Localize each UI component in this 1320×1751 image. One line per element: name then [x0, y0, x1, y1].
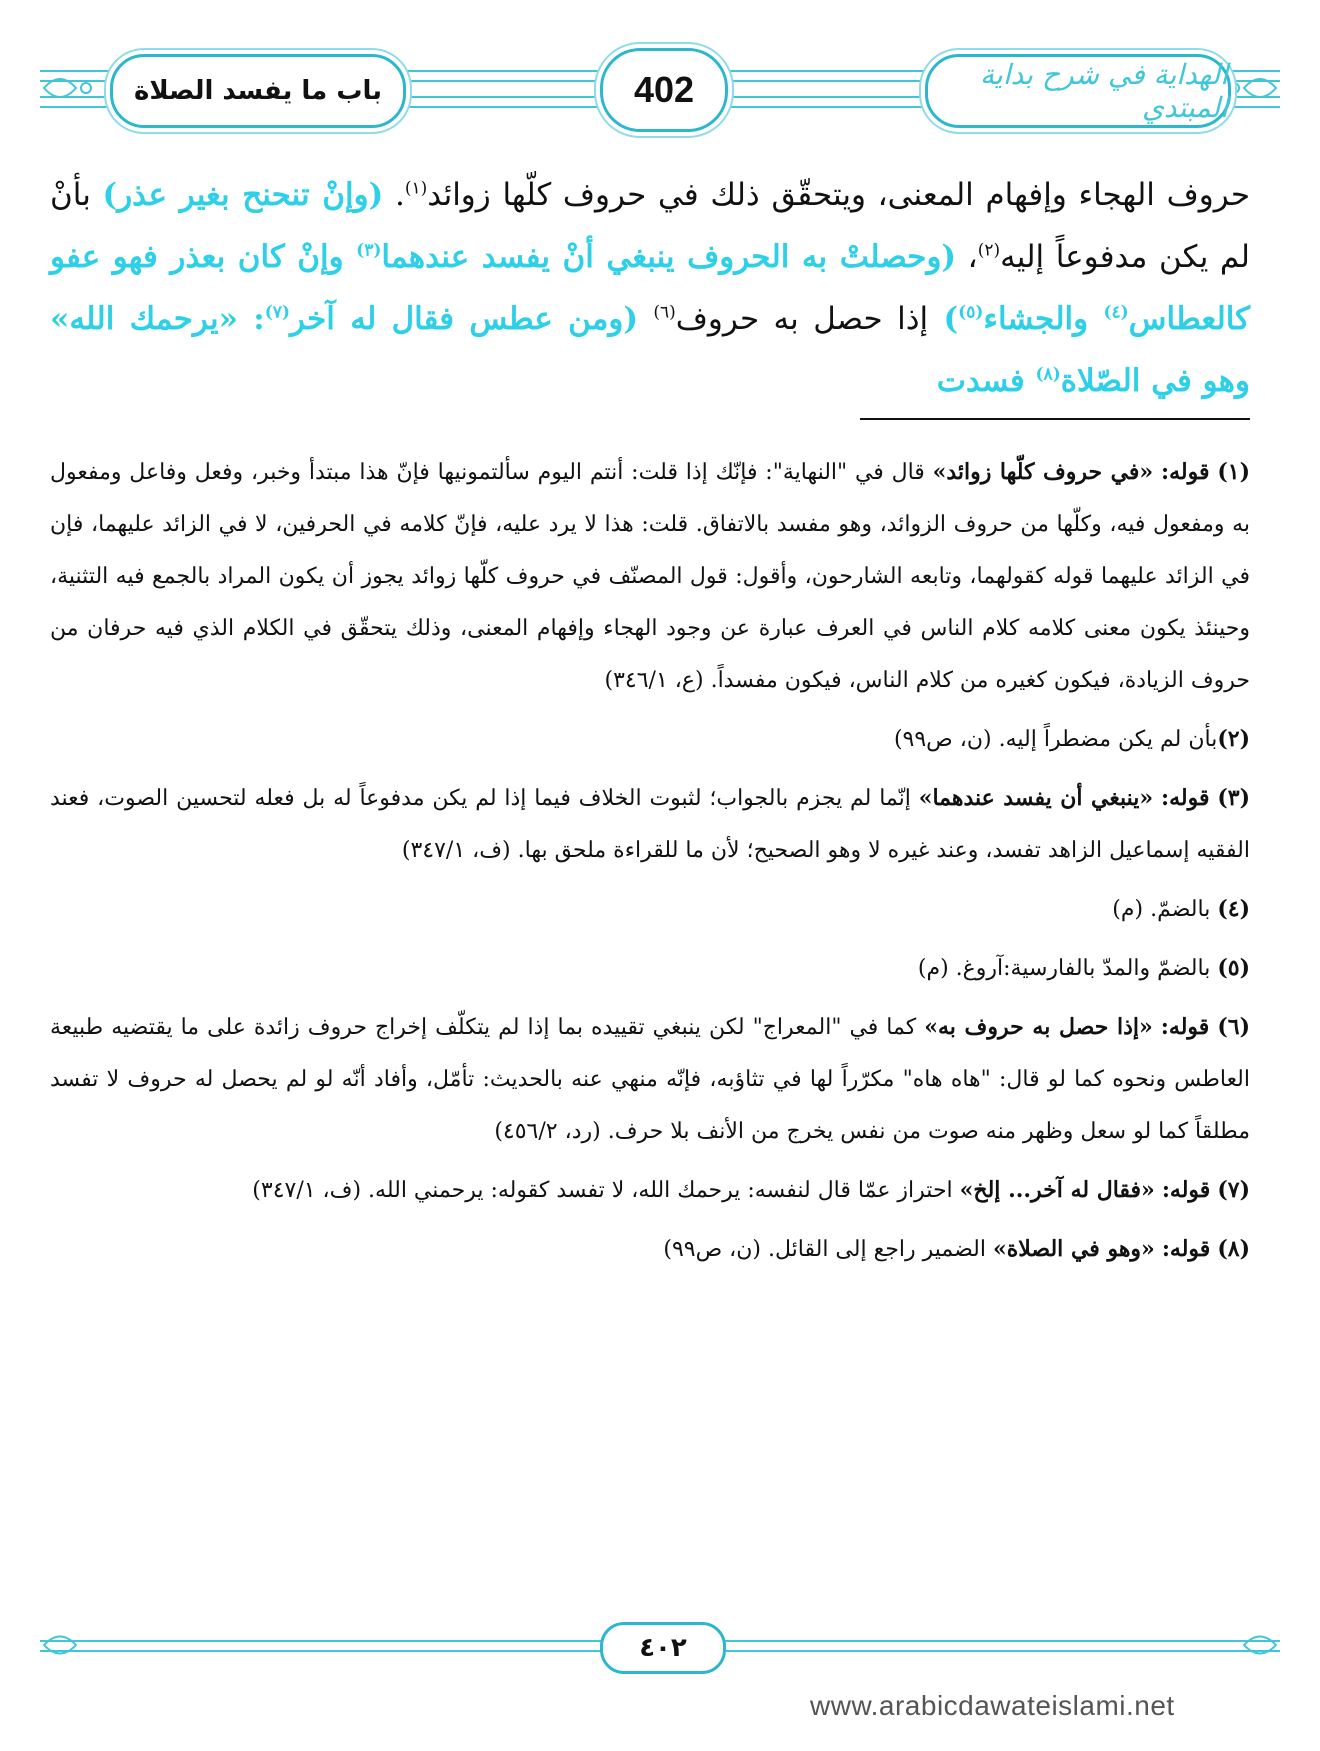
ornament-left-icon — [40, 1624, 100, 1666]
footnote-ref: (١) — [404, 178, 428, 199]
footer-page-number-box — [600, 1622, 726, 1674]
footnote-ref: (٧) — [264, 302, 290, 323]
page-header — [40, 40, 1280, 130]
main-text-segment: حروف الهجاء وإفهام المعنى، ويتحقّق ذلك في حروف كلّها زوائد — [427, 177, 1250, 213]
page-footer — [40, 1620, 1280, 1670]
footnote-ref: (٥) — [958, 302, 984, 323]
matn-highlight: والجشاء — [983, 301, 1104, 337]
main-text: حروف الهجاء وإفهام المعنى، ويتحقّق ذلك في حروف كلّها زوائد$^{(١)}$. (وإنْ تنحنح بغير عذر) بأنْ لم يكن مدفوعاً إليه$^{(٢)}$، (وحصلتْ به الحروف ينبغي أنْ يفسد عندهما$^{(٣)}$ وإنْ كان بعذر فهو عفو كالعطاس$^{(٤)}$ والجشاء$^{(٥)}$) إذا حصل به حروف$^{(٦)}$ (ومن عطس فقال له آخر$^{(٧)}$: «يرحمك الله» وهو في الصّلاة$^{(٨)}$ فسدت — [50, 177, 1251, 399]
main-text-segment: بأنْ لم يكن مدفوعاً إليه — [50, 177, 1251, 275]
footnote-ref: (٣) — [356, 240, 382, 261]
footnote-ref: (٤) — [1103, 302, 1129, 323]
ornament-left-icon — [40, 66, 100, 110]
footnote: (٥) بالضمّ والمدّ بالفارسية:آروغ. (م) — [917, 955, 1250, 981]
footnote: (٦) قوله: «إذا حصل به حروف به» كما في "المعراج" لكن ينبغي تقييده بما إذا لم يتكلّف إخراج حروف زائدة على ما يقتضيه طبيعة العاطس ونحوه كما لو قال: "هاه هاه" مكرّراً لها في تثاؤبه، فإنّه منهي عنه بالحديث: تأمّل، وأفاد أنّه لو لم يحصل له حروف لا تفسد مطلقاً كما لو سعل وظهر منه صوت من نفس يخرج من الأنف بلا حرف. (رد، ٤٥٦/٢) — [50, 1014, 1250, 1144]
footnote-ref: (٢) — [977, 240, 1001, 261]
matn-highlight: : «يرحمك الله» وهو في الصّلاة — [50, 301, 1250, 399]
matn-highlight: (ومن عطس فقال له آخر — [289, 301, 654, 337]
page-number: 402 — [633, 69, 695, 110]
matn-highlight: (وإنْ تنحنح بغير عذر) — [102, 177, 384, 213]
footnote: (١) قوله: «في حروف كلّها زوائد» قال في "النهاية": فإنّك إذا قلت: أنتم اليوم سألتمونيها فإنّ هذا مبتدأ وخبر، وفعل وفاعل ومفعول به ومفعول فيه، وكلّها من حروف الزوائد، وهو مفسد بالاتفاق. قلت: هذا لا يرد عليه، فإنّ كلامه في الحرفين، لا في الزائد عليهما، فإن في الزائد عليهما قوله كقولهما، وتابعه الشارحون، وأقول: قول المصنّف في حروف كلّها زوائد يجوز أن يكون المراد بالجمع فيه التثنية، وحينئذ يكون معنى كلامه كلام الناس في العرف عبارة عن وجود الهجاء وإفهام المعنى، وذلك يتحقّق في الكلام الذي فيه حرفان من حروف الزيادة، فيكون كغيره من كلام الناس، فيكون مفسداً. (ع، ٣٤٦/١) — [50, 459, 1250, 693]
footnote: (٢)بأن لم يكن مضطراً إليه. (ن، ص٩٩) — [893, 726, 1250, 752]
book-title: الهداية في شرح بداية المبتدي — [980, 58, 1228, 124]
footnote-ref: (٦) — [653, 302, 676, 323]
footnote: (٨) قوله: «وهو في الصلاة» الضمير راجع إلى القائل. (ن، ص٩٩) — [663, 1236, 1250, 1262]
section-title: باب ما يفسد الصلاة — [133, 76, 382, 106]
footnote-separator — [860, 418, 1250, 420]
matn-highlight: (وحصلتْ به الحروف ينبغي أنْ يفسد عندهما — [381, 239, 957, 275]
footnote: (٧) قوله: «فقال له آخر... إلخ» احتراز عمّا قال لنفسه: يرحمك الله، لا تفسد كقوله: يرحمني الله. (ف، ٣٤٧/١) — [252, 1177, 1250, 1203]
footnotes — [50, 446, 1250, 1276]
footnote: (٣) قوله: «ينبغي أن يفسد عندهما» إنّما لم يجزم بالجواب؛ لثبوت الخلاف فيما إذا لم يكن مدفوعاً له بل فعله لتحسين الصوت، فعند الفقيه إسماعيل الزاهد تفسد، وعند غيره لا وهو الصحيح؛ لأن ما للقراءة ملحق بها. (ف، ٣٤٧/١) — [50, 785, 1250, 863]
main-text-segment: إذا حصل به حروف — [675, 301, 929, 337]
section-title-box — [110, 54, 406, 128]
footer-page-number: ٤٠٢ — [639, 1633, 687, 1663]
website-url: www.arabicdawateislami.net — [810, 1690, 1175, 1721]
page-number-box — [600, 48, 728, 132]
matn-highlight: وإنْ كان بعذر فهو عفو كالعطاس — [50, 239, 1250, 337]
matn-highlight: فسدت — [936, 363, 1036, 399]
book-title-box — [925, 54, 1231, 128]
footnote: (٤) بالضمّ. (م) — [1112, 896, 1250, 922]
ornament-right-icon — [1220, 1624, 1280, 1666]
footnote-ref: (٨) — [1035, 364, 1061, 385]
